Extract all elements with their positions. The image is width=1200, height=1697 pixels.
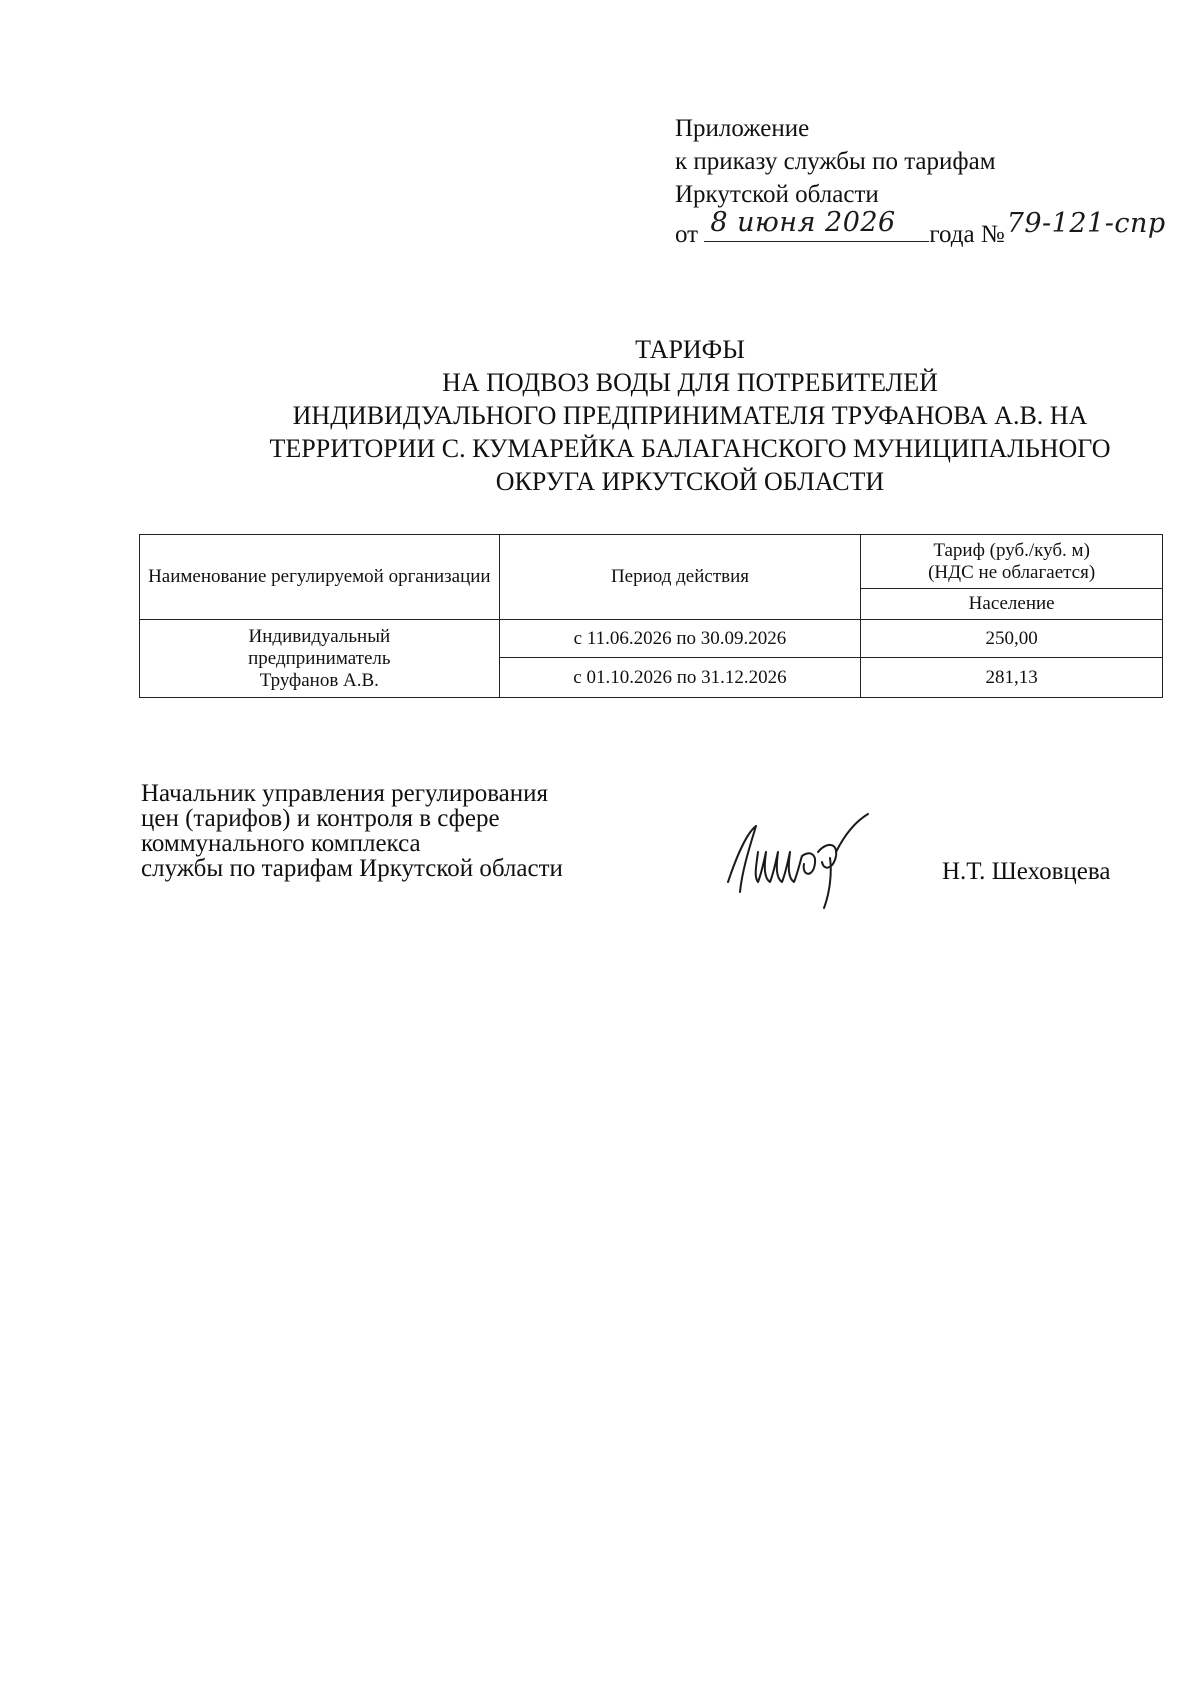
signer-line-3: коммунального комплекса bbox=[141, 830, 421, 857]
signer-position bbox=[141, 781, 563, 881]
organization-line-2: предприниматель bbox=[248, 647, 391, 669]
header-period: Период действия bbox=[499, 535, 861, 620]
handwritten-number: 79-121-спр bbox=[1006, 208, 1166, 239]
organization-line-3: Труфанов А.В. bbox=[259, 669, 379, 691]
handwritten-date: 8 июня 2026 bbox=[710, 207, 896, 238]
header-tariff-unit: Тариф (руб./куб. м) bbox=[933, 539, 1090, 561]
table-row bbox=[140, 620, 1163, 658]
title-line-5: ОКРУГА ИРКУТСКОЙ ОБЛАСТИ bbox=[495, 467, 885, 496]
header-population: Население bbox=[861, 589, 1163, 620]
appendix-order-ref: к приказу службы по тарифам bbox=[675, 148, 996, 175]
number-field bbox=[1005, 208, 1166, 242]
period-cell: с 01.10.2026 по 31.12.2026 bbox=[499, 658, 861, 698]
header-tariff bbox=[861, 535, 1163, 589]
tariff-cell: 281,13 bbox=[861, 658, 1163, 698]
year-word: года № bbox=[929, 221, 1005, 248]
date-field bbox=[704, 207, 929, 242]
signer-line-2: цен (тарифов) и контроля в сфере bbox=[141, 805, 500, 832]
appendix-block bbox=[675, 112, 1166, 251]
header-vat-note: (НДС не облагается) bbox=[928, 561, 1096, 583]
handwritten-signature bbox=[718, 812, 938, 912]
date-prefix: от bbox=[675, 221, 699, 248]
signer-line-4: службы по тарифам Иркутской области bbox=[141, 855, 563, 882]
title-line-2: НА ПОДВОЗ ВОДЫ ДЛЯ ПОТРЕБИТЕЛЕЙ bbox=[442, 368, 938, 397]
signer-line-1: Начальник управления регулирования bbox=[141, 780, 549, 807]
header-organization: Наименование регулируемой организации bbox=[140, 535, 500, 620]
document-title bbox=[230, 333, 1150, 498]
tariff-table bbox=[139, 534, 1163, 698]
title-line-3: ИНДИВИДУАЛЬНОГО ПРЕДПРИНИМАТЕЛЯ ТРУФАНОВА А.В. НА bbox=[292, 401, 1088, 430]
title-line-4: ТЕРРИТОРИИ С. КУМАРЕЙКА БАЛАГАНСКОГО МУНИЦИПАЛЬНОГО bbox=[269, 434, 1111, 463]
title-line-1: ТАРИФЫ bbox=[635, 335, 745, 364]
signer-name: Н.Т. Шеховцева bbox=[942, 858, 1111, 885]
appendix-date-line bbox=[675, 207, 1166, 251]
appendix-title: Приложение bbox=[675, 115, 810, 142]
period-cell: с 11.06.2026 по 30.09.2026 bbox=[499, 620, 861, 658]
organization-cell bbox=[140, 620, 500, 698]
appendix-region: Иркутской области bbox=[675, 181, 879, 208]
organization-line-1: Индивидуальный bbox=[248, 625, 391, 647]
tariff-cell: 250,00 bbox=[861, 620, 1163, 658]
